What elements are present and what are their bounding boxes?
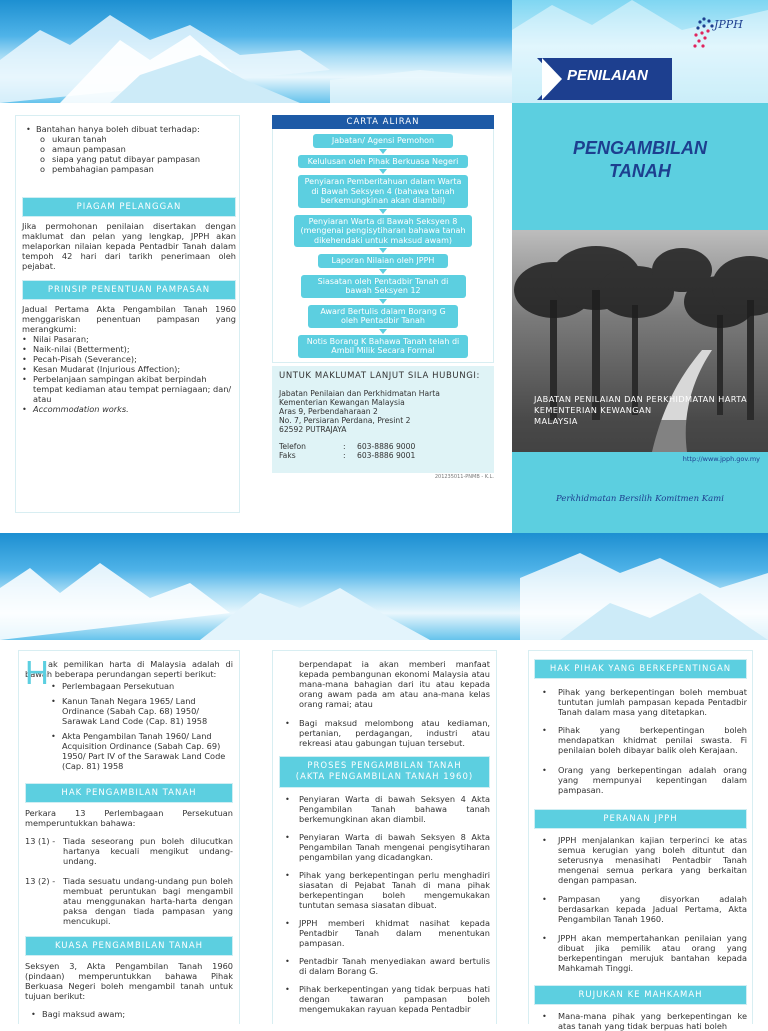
address-line: Kementerian Kewangan Malaysia [279, 397, 405, 407]
flow-arrow-icon [379, 248, 387, 253]
hak-pihak-list [534, 687, 747, 795]
list-item: • Nilai Pasaran; [22, 334, 236, 344]
penilaian-label: PENILAIAN [567, 67, 648, 84]
address-line: 62592 PUTRAJAYA [279, 424, 347, 434]
list-item: • Pihak yang berkepentingan boleh mendapatkan khidmat penilai swasta. Fi penilaian boleh dibayar balik oleh Kerajaan. [542, 725, 747, 755]
panel-bantahan [15, 115, 240, 513]
flow-step-8: Notis Borang K Bahawa Tanah telah di Ambil Milik Secara Formal [298, 335, 468, 358]
bantahan-list [26, 134, 236, 174]
rujukan-list [534, 1011, 747, 1031]
iceberg-illustration [0, 533, 768, 640]
cover-panel [512, 103, 768, 533]
list-item: o siapa yang patut dibayar pampasan [40, 154, 201, 164]
article-13-2: 13 (2) - Tiada sesuatu undang-undang pun boleh membuat peruntukan bagi mengambil atau menggunakan harta-harta dengan paksa dengan tiada pampasan yang mencukupi. [25, 876, 233, 926]
title-line: TANAH [609, 161, 671, 181]
phone-block [279, 442, 487, 461]
peranan-list [534, 835, 747, 973]
drop-cap: H [25, 654, 49, 691]
list-item: • Kesan Mudarat (Injurious Affection); [22, 364, 236, 374]
list-item: • Bagi maksud melombong atau kediaman, pertanian, perdagangan, industri atau rekreasi atau gabungan tujuan tersebut. [285, 718, 490, 748]
jpph-logo [690, 16, 750, 56]
address-line: Jabatan Penilaian dan Perkhidmatan Harta [279, 388, 440, 398]
flow-step-3: Penyiaran Pemberitahuan dalam Warta di Bawah Seksyen 4 (bahawa tanah berkemungkinan akan diambil) [298, 175, 468, 208]
flow-step-7: Award Bertulis dalam Borang G oleh Pentadbir Tanah [308, 305, 458, 328]
list-item: • Mana-mana pihak yang berkepentingan ke atas tanah yang tidak berpuas hati boleh [542, 1011, 747, 1031]
kuasa-list [25, 1009, 233, 1019]
flow-step-5: Laporan Nilaian oleh JPPH [318, 254, 448, 268]
panel-hak-pemilikan [18, 650, 240, 1024]
bagi-list [279, 718, 490, 748]
peranan-heading: PERANAN JPPH [534, 809, 747, 829]
print-code: 201235011-PNMB - K.L. [434, 473, 494, 480]
flow-arrow-icon [379, 209, 387, 214]
list-item: • Penyiaran Warta di bawah Seksyen 4 Akta Pengambilan Tanah bahawa tanah berkemungkinan akan diambil. [285, 794, 490, 824]
website-link[interactable]: http://www.jpph.gov.my [682, 455, 760, 463]
list-item: o amaun pampasan [40, 144, 126, 154]
list-item: • Perlembagaan Persekutuan [51, 681, 233, 691]
flow-step-1: Jabatan/ Agensi Pemohon [313, 134, 453, 148]
flow-arrow-icon [379, 169, 387, 174]
hak-pihak-heading: HAK PIHAK YANG BERKEPENTINGAN [534, 659, 747, 679]
rujukan-heading: RUJUKAN KE MAHKAMAH [534, 985, 747, 1005]
laws-list [25, 681, 233, 771]
list-item: • Perbelanjaan sampingan akibat berpindah tempat kediaman atau tempat perniagaan; dan/ atau [22, 374, 236, 404]
prinsip-heading: PRINSIP PENENTUAN PAMPASAN [22, 280, 236, 300]
address-block [279, 389, 487, 434]
bantahan-intro: • Bantahan hanya boleh dibuat terhadap: [26, 124, 200, 134]
flow-arrow-icon [379, 299, 387, 304]
panel-proses [272, 650, 497, 1024]
piagam-text: Jika permohonan penilaian disertakan dengan maklumat dan pelan yang lengkap, JPPH akan melaporkan nilaian kepada Pentadbir Tanah dalam tempoh 42 hari dari tarikh penerimaan oleh pejabat. [22, 221, 236, 271]
fax-row: Faks : 603-8886 9001 [279, 451, 416, 460]
list-item: • Kanun Tanah Negara 1965/ Land Ordinance (Sabah Cap. 68) 1950/ Sarawak Land Code (Cap. 81) 1958 [51, 696, 233, 726]
list-item: • JPPH memberi khidmat nasihat kepada Pentadbir Tanah dalam menentukan pampasan. [285, 918, 490, 948]
middle-ice-banner [0, 533, 768, 640]
hak-intro: Perkara 13 Perlembagaan Persekutuan memperuntukkan bahawa: [25, 808, 233, 828]
continued-text: berpendapat ia akan memberi manfaat kepada pembangunan ekonomi Malaysia atau mana-mana bahagian dari itu atau kepada orang awam pada am atau ana-mana kelas orang ramai; atau [299, 659, 490, 709]
list-item: • JPPH menjalankan kajian terperinci ke atas semua kerugian yang boleh dituntut dan seterusnya menasihati Pentadbir Tanah mengenai semua perkara yang berkaitan dengan pampasan. [542, 835, 747, 885]
address-line: No. 7, Persiaran Perdana, Presint 2 [279, 415, 411, 425]
list-item: • JPPH akan mempertahankan penilaian yang dibuat jika pemilik atau orang yang berkepentingan merujuk bantahan kepada Mahkamah Tinggi. [542, 933, 747, 973]
contact-heading: UNTUK MAKLUMAT LANJUT SILA HUBUNGI: [279, 370, 480, 381]
flow-arrow-icon [379, 269, 387, 274]
contact-box [272, 366, 494, 473]
plantation-photo [512, 230, 768, 452]
caption-line: JABATAN PENILAIAN DAN PERKHIDMATAN HARTA [534, 394, 747, 404]
flow-step-6: Siasatan oleh Pentadbir Tanah di bawah Seksyen 12 [301, 275, 466, 298]
flow-step-2: Kelulusan oleh Pihak Berkuasa Negeri [298, 155, 468, 169]
motto: Perkhidmatan Bersilih Komitmen Kami [556, 494, 724, 504]
intro-text: ak pemilikan harta di Malaysia adalah di bawah beberapa perundangan seperti berikut: [25, 659, 233, 679]
title-line: PENGAMBILAN [573, 138, 707, 158]
panel-carta-aliran [272, 115, 494, 520]
kuasa-text: Seksyen 3, Akta Pengambilan Tanah 1960 (pindaan) memperuntukkan bahawa Pihak Berkuasa Negeri boleh mengambil tanah untuk tujuan berikut: [25, 961, 233, 1001]
department-caption [534, 394, 747, 427]
list-item: • Akta Pengambilan Tanah 1960/ Land Acquisition Ordinance (Sabah Cap. 69) 1950/ Part IV of the Sarawak Land Code (Cap. 81) 1958 [51, 731, 233, 771]
caption-line: MALAYSIA [534, 416, 578, 426]
proses-heading: PROSES PENGAMBILAN TANAH (AKTA PENGAMBILAN TANAH 1960) [279, 756, 490, 788]
address-line: Aras 9, Perbendaharaan 2 [279, 406, 378, 416]
carta-heading: CARTA ALIRAN [272, 115, 494, 129]
list-item: • Pihak yang berkepentingan perlu menghadiri siasatan di Pejabat Tanah di mana pihak berkepentingan boleh mengemukakan tuntutan semasa siasatan dibuat. [285, 870, 490, 910]
list-item: • Bagi maksud awam; [31, 1009, 233, 1019]
proses-list [279, 794, 490, 1014]
top-right-banner [512, 0, 768, 103]
flow-chart [272, 129, 494, 363]
hak-pengambilan-heading: HAK PENGAMBILAN TANAH [25, 783, 233, 803]
list-item: • Orang yang berkepentingan adalah orang yang mempunyai kepentingan dalam pampasan. [542, 765, 747, 795]
prinsip-intro: Jadual Pertama Akta Pengambilan Tanah 1960 menggariskan penentuan pampasan yang merangkumi: [22, 304, 236, 334]
panel-hak-pihak [528, 650, 753, 1031]
list-item: • Pihak berkepentingan yang tidak berpuas hati dengan tawaran pampasan boleh mengemukakan rayuan kepada Pentadbir [285, 984, 490, 1014]
list-item: o pembahagian pampasan [40, 164, 154, 174]
cover-title [512, 137, 768, 183]
prinsip-list [22, 334, 236, 414]
list-item: • Pampasan yang disyorkan adalah berdasarkan kepada Jadual Pertama, Akta Pengambilan Tanah 1960. [542, 894, 747, 924]
flow-step-4: Penyiaran Warta di Bawah Seksyen 8 (mengenai pengisytiharan bahawa tanah dikehendaki untuk maksud awam) [294, 215, 472, 248]
caption-line: KEMENTERIAN KEWANGAN [534, 405, 652, 415]
article-13-1: 13 (1) - Tiada seseorang pun boleh dilucutkan hartanya kecuali mengikut undang-undang. [25, 836, 233, 866]
logo-text: JPPH [714, 18, 743, 31]
piagam-heading: PIAGAM PELANGGAN [22, 197, 236, 217]
list-item: • Pentadbir Tanah menyediakan award bertulis di dalam Borang G. [285, 956, 490, 976]
kuasa-heading: KUASA PENGAMBILAN TANAH [25, 936, 233, 956]
list-item: • Penyiaran Warta di bawah Seksyen 8 Akta Pengambilan Tanah mengenai pengisytiharan pengambilan yang dicadangkan. [285, 832, 490, 862]
list-item: • Naik-nilai (Betterment); [22, 344, 236, 354]
list-item: • Pecah-Pisah (Severance); [22, 354, 236, 364]
list-item: • Pihak yang berkepentingan boleh membuat tuntutan jumlah pampasan kepada Pentadbir Tanah dalam masa yang ditetapkan. [542, 687, 747, 717]
list-item: • Accommodation works. [22, 404, 236, 414]
flow-arrow-icon [379, 329, 387, 334]
telephone-row: Telefon : 603-8886 9000 [279, 441, 416, 451]
list-item: o ukuran tanah [40, 134, 107, 144]
flow-arrow-icon [379, 149, 387, 154]
